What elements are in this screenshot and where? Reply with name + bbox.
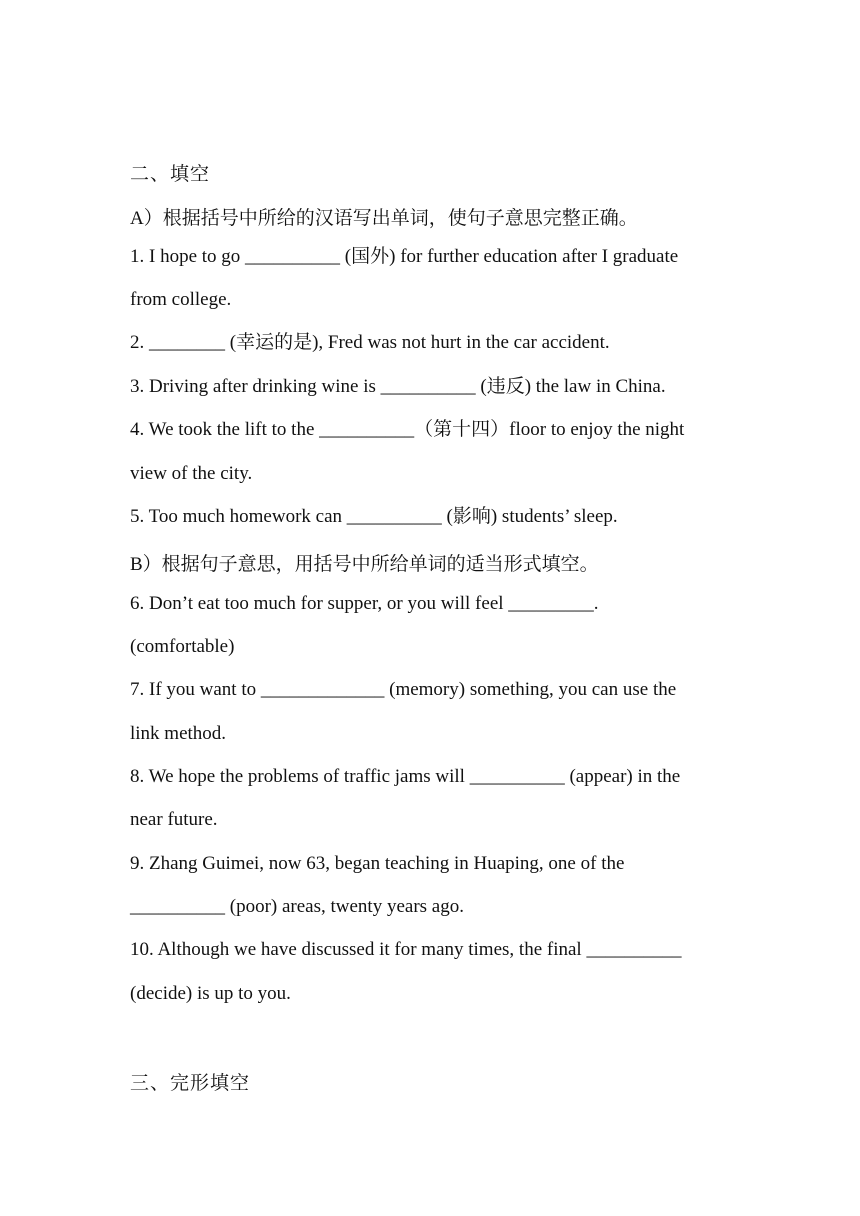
- section-heading-cloze: 三、完形填空: [130, 1073, 251, 1094]
- question-1-line-1: 1. I hope to go __________ (国外) for further education after I graduate: [130, 246, 679, 267]
- part-b-instruction: B）根据句子意思，用括号中所给单词的适当形式填空。: [130, 554, 599, 575]
- question-10-line-2: (decide) is up to you.: [130, 983, 291, 1004]
- part-a-instruction: A）根据括号中所给的汉语写出单词，使句子意思完整正确。: [130, 208, 638, 229]
- question-8-line-1: 8. We hope the problems of traffic jams will __________ (appear) in the: [130, 766, 681, 787]
- question-3: 3. Driving after drinking wine is __________ (违反) the law in China.: [130, 376, 666, 397]
- question-9-line-2: __________ (poor) areas, twenty years ago.: [130, 896, 464, 917]
- question-5: 5. Too much homework can __________ (影响) students’ sleep.: [130, 506, 618, 527]
- question-2: 2. ________ (幸运的是), Fred was not hurt in the car accident.: [130, 332, 610, 353]
- question-7-line-1: 7. If you want to _____________ (memory) something, you can use the: [130, 679, 677, 700]
- question-7-line-2: link method.: [130, 723, 227, 744]
- question-1-line-2: from college.: [130, 289, 232, 310]
- section-heading-fill-in: 二、填空: [130, 164, 211, 185]
- question-8-line-2: near future.: [130, 809, 218, 830]
- question-4-line-1: 4. We took the lift to the __________（第十四）floor to enjoy the night: [130, 419, 685, 440]
- question-4-line-2: view of the city.: [130, 463, 253, 484]
- question-6-line-1: 6. Don’t eat too much for supper, or you will feel _________.: [130, 593, 599, 614]
- question-10-line-1: 10. Although we have discussed it for many times, the final __________: [130, 939, 682, 960]
- question-6-line-2: (comfortable): [130, 636, 235, 657]
- question-9-line-1: 9. Zhang Guimei, now 63, began teaching in Huaping, one of the: [130, 853, 625, 874]
